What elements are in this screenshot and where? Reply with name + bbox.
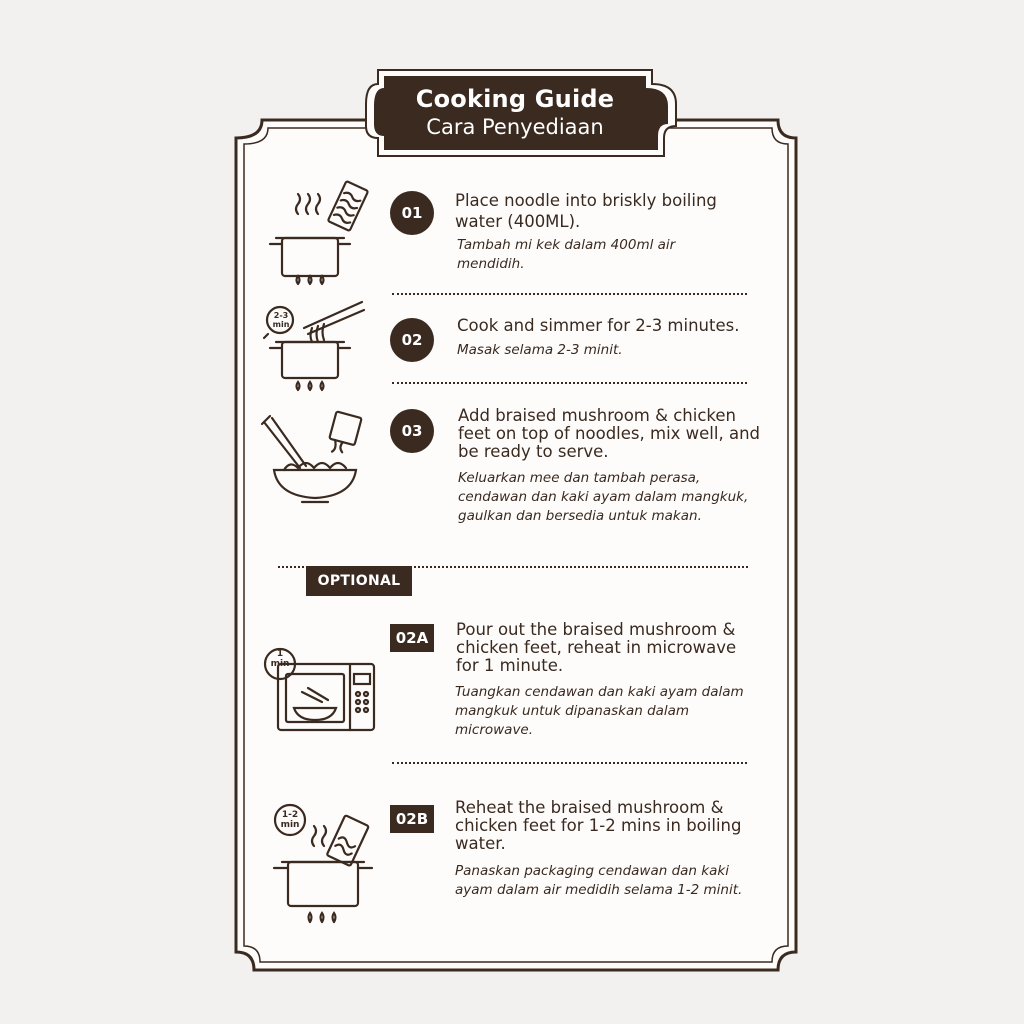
step-badge-01: 01 xyxy=(390,191,434,235)
step-02b-instruction: Reheat the braised mushroom & chicken feet for 1-2 mins in boiling water. xyxy=(455,798,742,853)
step-03-instruction: Add braised mushroom & chicken feet on top of noodles, mix well, and be ready to serve. xyxy=(458,406,761,461)
step-divider xyxy=(392,382,747,384)
step-02a-translation: Tuangkan cendawan dan kaki ayam dalam mangkuk untuk dipanaskan dalam microwave. xyxy=(455,684,744,738)
timer-label: 1 min xyxy=(270,649,290,669)
step-badge-02b: 02B xyxy=(390,805,434,833)
page-title: Cooking Guide xyxy=(415,85,615,113)
step-badge-02a: 02A xyxy=(390,624,434,652)
timer-label: 2-3 min xyxy=(272,311,290,329)
step-03-translation: Keluarkan mee dan tambah perasa, cendawan dan kaki ayam dalam mangkuk, gaulkan dan bersedia untuk makan. xyxy=(458,470,749,524)
step-02-translation: Masak selama 2-3 minit. xyxy=(457,342,623,358)
pot-with-noodle-pack-icon xyxy=(262,180,372,290)
step-01-translation: Tambah mi kek dalam 400ml air mendidih. xyxy=(457,237,676,272)
page-subtitle: Cara Penyediaan xyxy=(426,115,604,139)
step-divider xyxy=(392,293,747,295)
bowl-with-chopsticks-icon xyxy=(258,410,368,505)
header xyxy=(360,84,670,140)
step-badge-03: 03 xyxy=(390,409,434,453)
step-02b-translation: Panaskan packaging cendawan dan kaki ayam dalam air medidih selama 1-2 minit. xyxy=(455,863,743,898)
step-01-instruction: Place noodle into briskly boiling water (400ML). xyxy=(455,191,717,231)
timer-label: 1-2 min xyxy=(280,810,300,830)
step-badge-02: 02 xyxy=(390,318,434,362)
step-02-instruction: Cook and simmer for 2-3 minutes. xyxy=(457,316,740,335)
optional-label: OPTIONAL xyxy=(306,566,412,596)
step-divider xyxy=(392,762,747,764)
step-02a-instruction: Pour out the braised mushroom & chicken feet, reheat in microwave for 1 minute. xyxy=(456,620,737,675)
